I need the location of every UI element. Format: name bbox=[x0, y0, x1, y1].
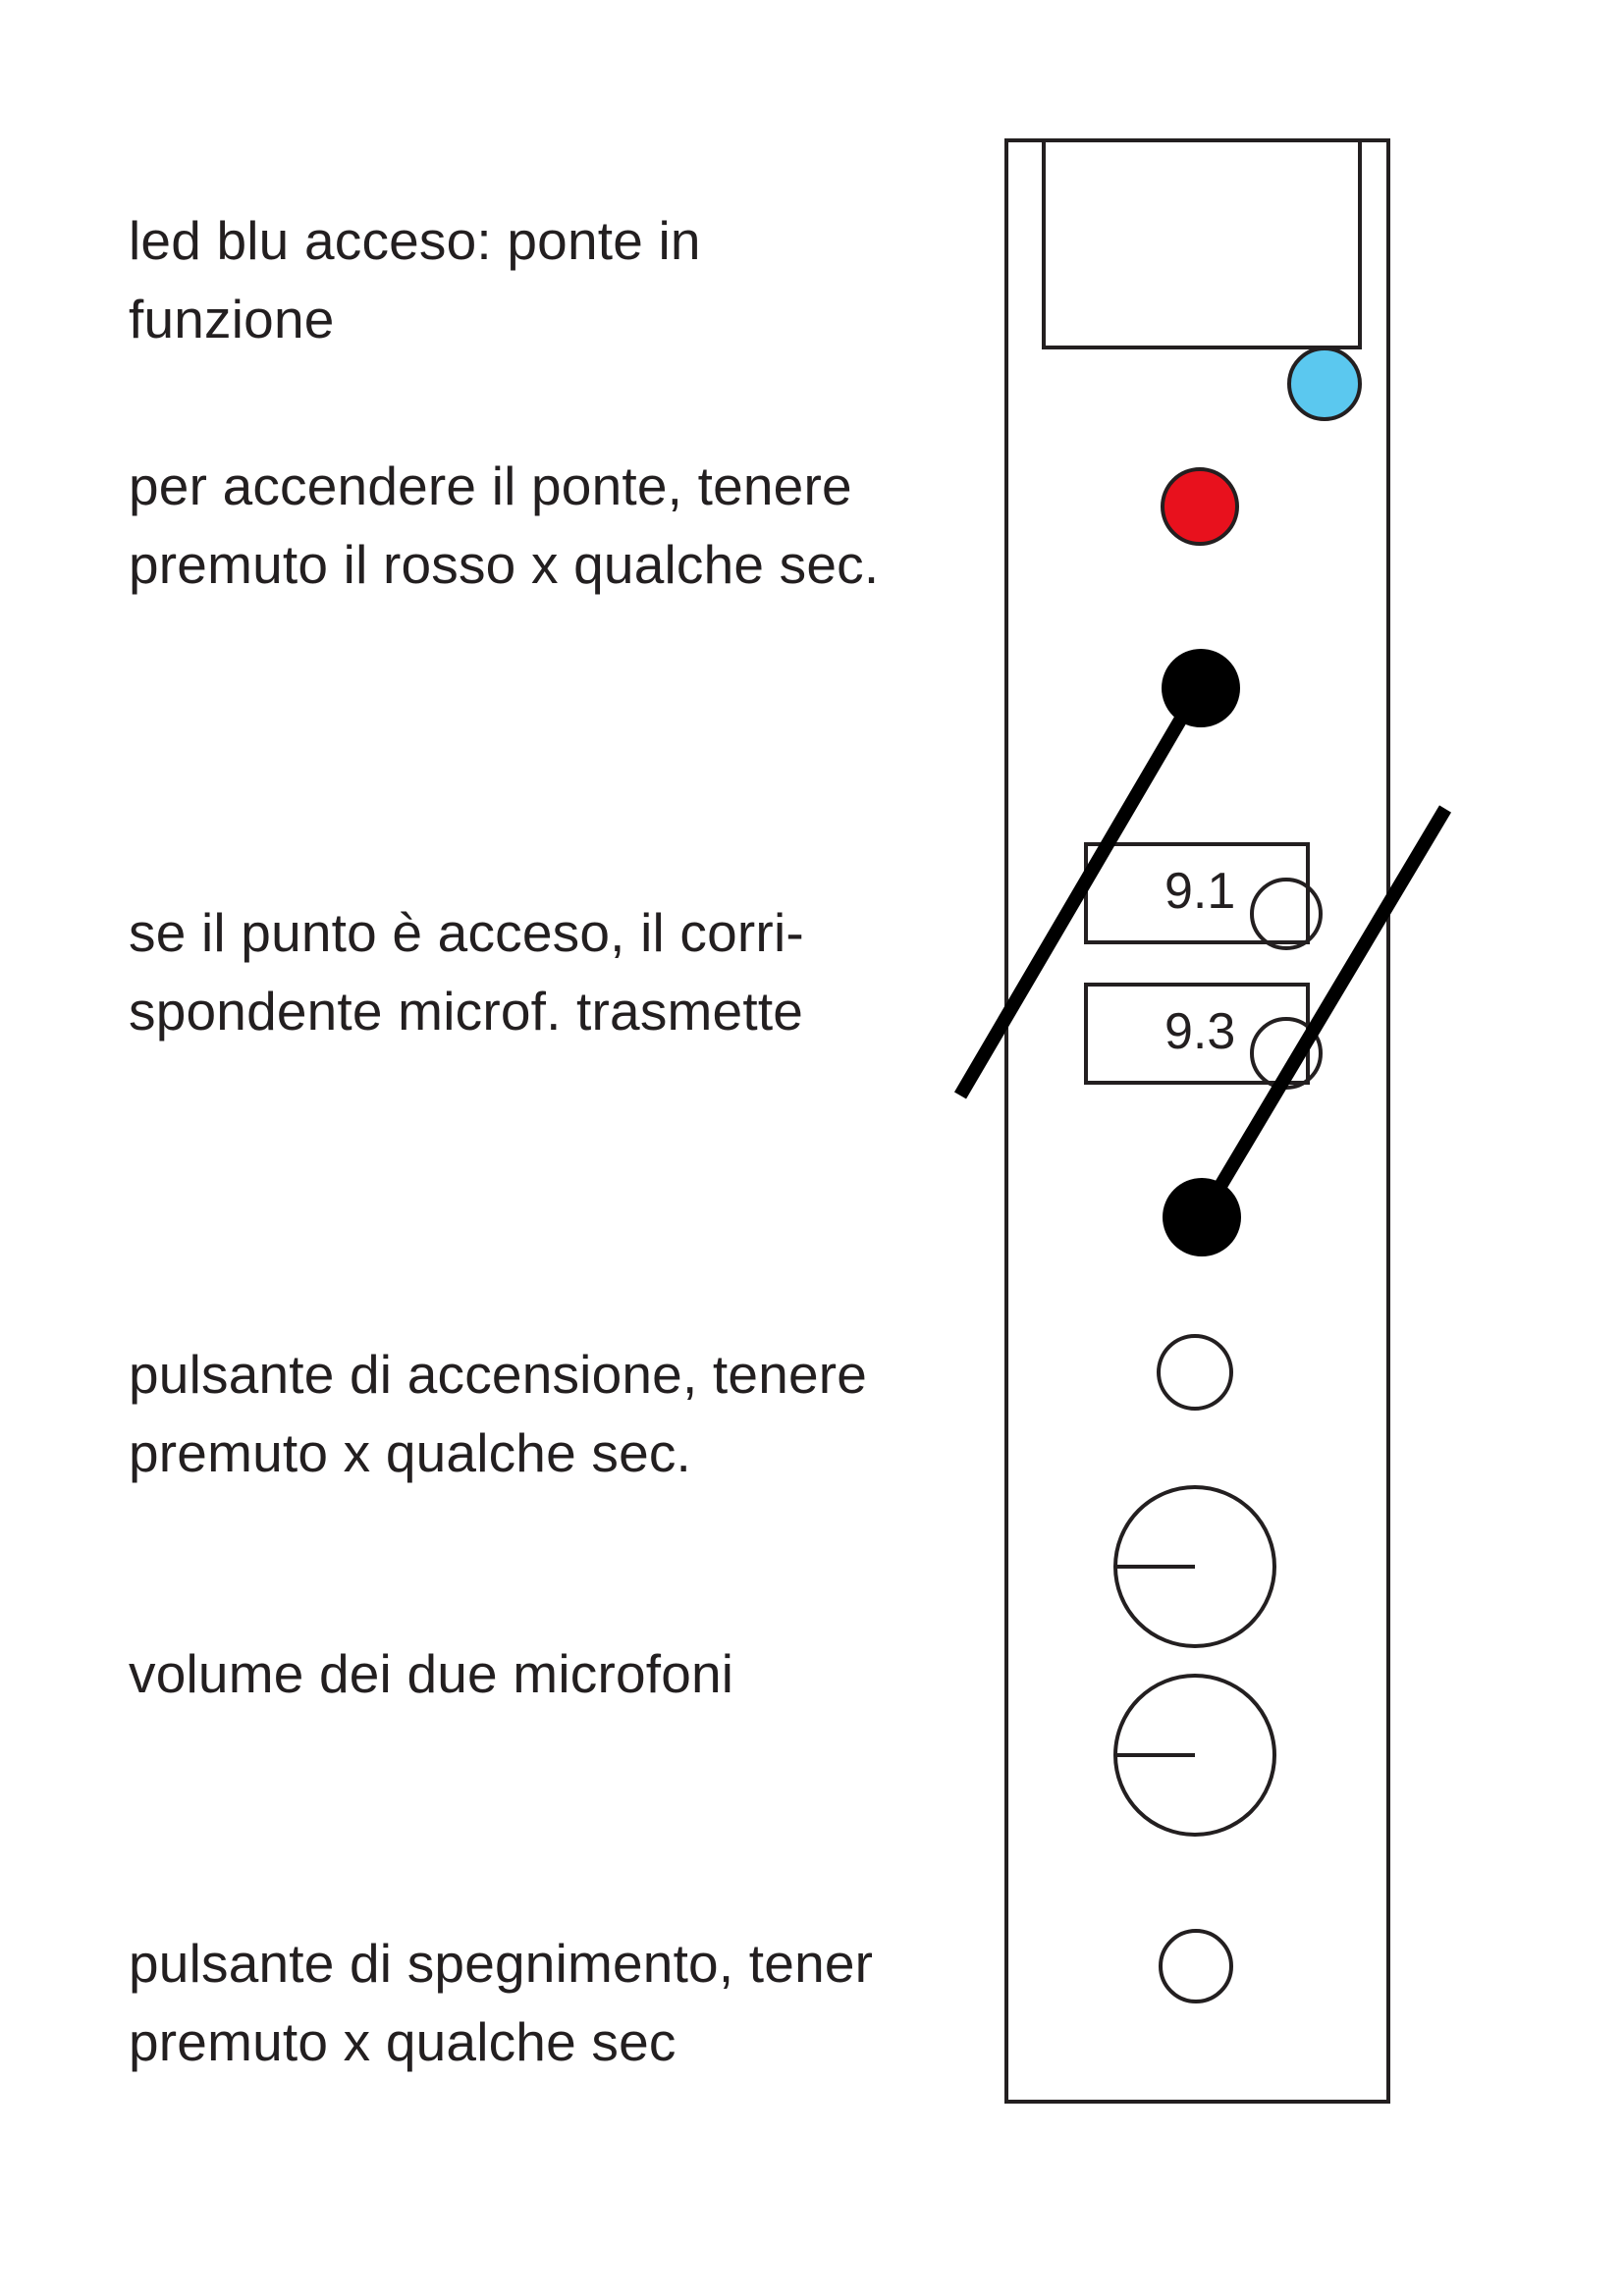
label-line: pulsante di spegnimento, tener bbox=[129, 1933, 874, 1994]
label-line: volume dei due microfoni bbox=[129, 1643, 734, 1704]
power-on-small-button[interactable] bbox=[1159, 1336, 1231, 1409]
label-line: per accendere il ponte, tenere bbox=[129, 455, 852, 516]
label-line: premuto x qualche sec bbox=[129, 2011, 677, 2072]
label-line: funzione bbox=[129, 289, 335, 349]
label-line: pulsante di accensione, tenere bbox=[129, 1344, 868, 1405]
power-off-small-button[interactable] bbox=[1161, 1931, 1231, 2002]
red-power-on-button[interactable] bbox=[1163, 469, 1237, 544]
display-window-icon bbox=[1044, 140, 1360, 347]
label-line: se il punto è acceso, il corri- bbox=[129, 902, 804, 963]
mic-indicator-dot-icon bbox=[1162, 649, 1240, 727]
leader-line bbox=[960, 707, 1188, 1095]
channel-label: 9.3 bbox=[1164, 1003, 1236, 1060]
label-line: spondente microf. trasmette bbox=[129, 981, 804, 1041]
channel-box-1 bbox=[1086, 844, 1321, 948]
label-line: premuto il rosso x qualche sec. bbox=[129, 534, 880, 595]
leader-line bbox=[1208, 809, 1445, 1207]
mic-indicator-dot-icon bbox=[1163, 1178, 1241, 1256]
blue-led-icon bbox=[1289, 348, 1360, 419]
volume-knob-2[interactable] bbox=[1115, 1676, 1274, 1835]
channel-label: 9.1 bbox=[1164, 863, 1236, 920]
device-body bbox=[1006, 140, 1388, 2102]
channel-led-icon bbox=[1252, 880, 1321, 948]
volume-knob-1[interactable] bbox=[1115, 1487, 1274, 1646]
label-line: led blu acceso: ponte in bbox=[129, 210, 701, 271]
label-line: premuto x qualche sec. bbox=[129, 1422, 692, 1483]
